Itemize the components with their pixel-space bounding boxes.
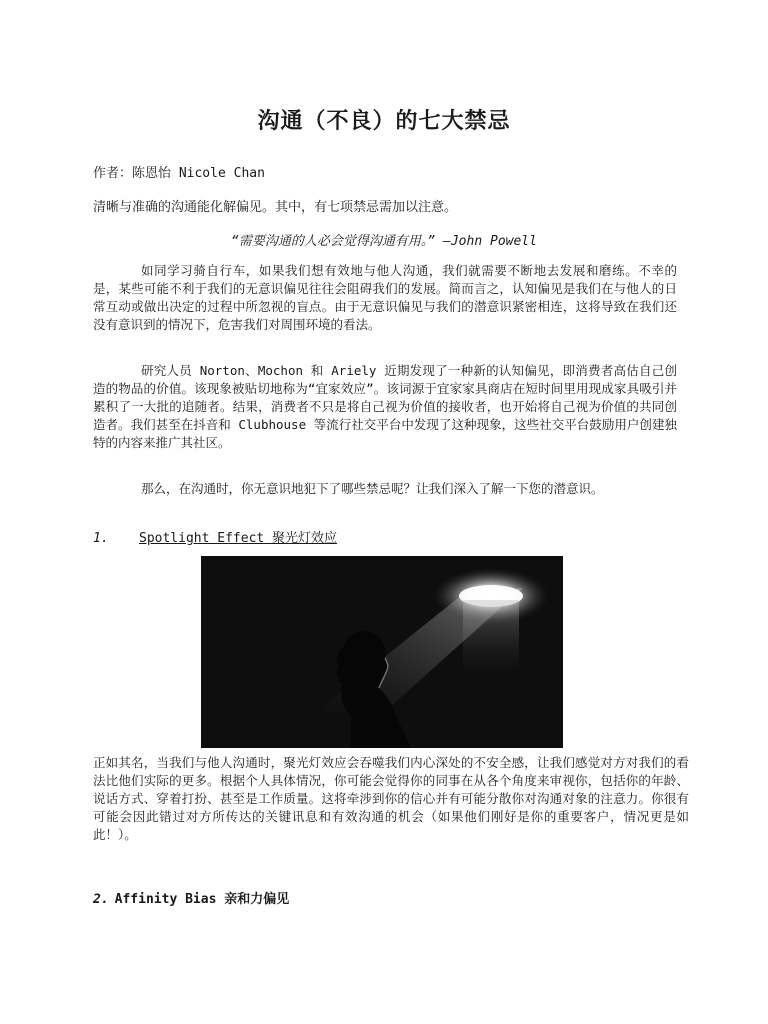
section-title: Spotlight Effect 聚光灯效应: [139, 531, 338, 546]
paragraph-1: 如同学习骑自行车，如果我们想有效地与他人沟通，我们就需要不断地去发展和磨练。不幸的是，某些可能不利于我们的无意识偏见往往会阻碍我们的发展。简而言之，认知偏见是我们在与他人的日常互动或做出决定的过程中所忽视的盲点。由于无意识偏见与我们的潜意识紧密相连，这将导致在我们还没有意识到的情况下，危害我们对周围环境的看法。: [93, 263, 677, 332]
section-title: Affinity Bias 亲和力偏见: [114, 892, 290, 907]
section-heading-2: [93, 888, 289, 907]
section-number: 2.: [93, 892, 109, 907]
paragraph-3: 那么，在沟通时，你无意识地犯下了哪些禁忌呢？让我们深入了解一下您的潜意识。: [141, 481, 604, 496]
section-heading-1: [93, 527, 337, 546]
spotlight-photo: [201, 556, 563, 748]
paragraph-4: 正如其名，当我们与他人沟通时，聚光灯效应会吞噬我们内心深处的不安全感，让我们感觉对方对我们的看法比他们实际的更多。根据个人具体情况，你可能会觉得你的同事在从各个角度来审视你，包括你的年龄、说话方式、穿着打扮、甚至是工作质量。这将牵涉到你的信心并有可能分散你对沟通对象的注意力。你很有可能会因此错过对方所传达的关键讯息和有效沟通的机会（如果他们刚好是你的重要客户，情况更是如此！）。: [93, 755, 689, 842]
document-title: 沟通（不良）的七大禁忌: [257, 108, 511, 134]
author-line: 作者：陈恩怡 Nicole Chan: [93, 166, 265, 181]
spotlight-illustration: [201, 556, 563, 748]
section-number: 1.: [93, 531, 109, 546]
paragraph-2: 研究人员 Norton、Mochon 和 Ariely 近期发现了一种新的认知偏见，即消费者高估自己创造的物品的价值。该现象被贴切地称为“宜家效应”。该词源于宜家家具商店在短时间里用现成家具吸引并累积了一大批的追随者。结果，消费者不只是将自己视为价值的接收者，也开始将自己视为价值的共同创造者。我们甚至在抖音和 Clubhouse 等流行社交平台中发现了这种现象，这些社交平台鼓励用户创建独特的内容来推广其社区。: [93, 363, 677, 450]
intro-sentence: 清晰与准确的沟通能化解偏见。其中，有七项禁忌需加以注意。: [93, 200, 458, 215]
quote: “需要沟通的人必会觉得沟通有用。” —John Powell: [231, 234, 537, 249]
